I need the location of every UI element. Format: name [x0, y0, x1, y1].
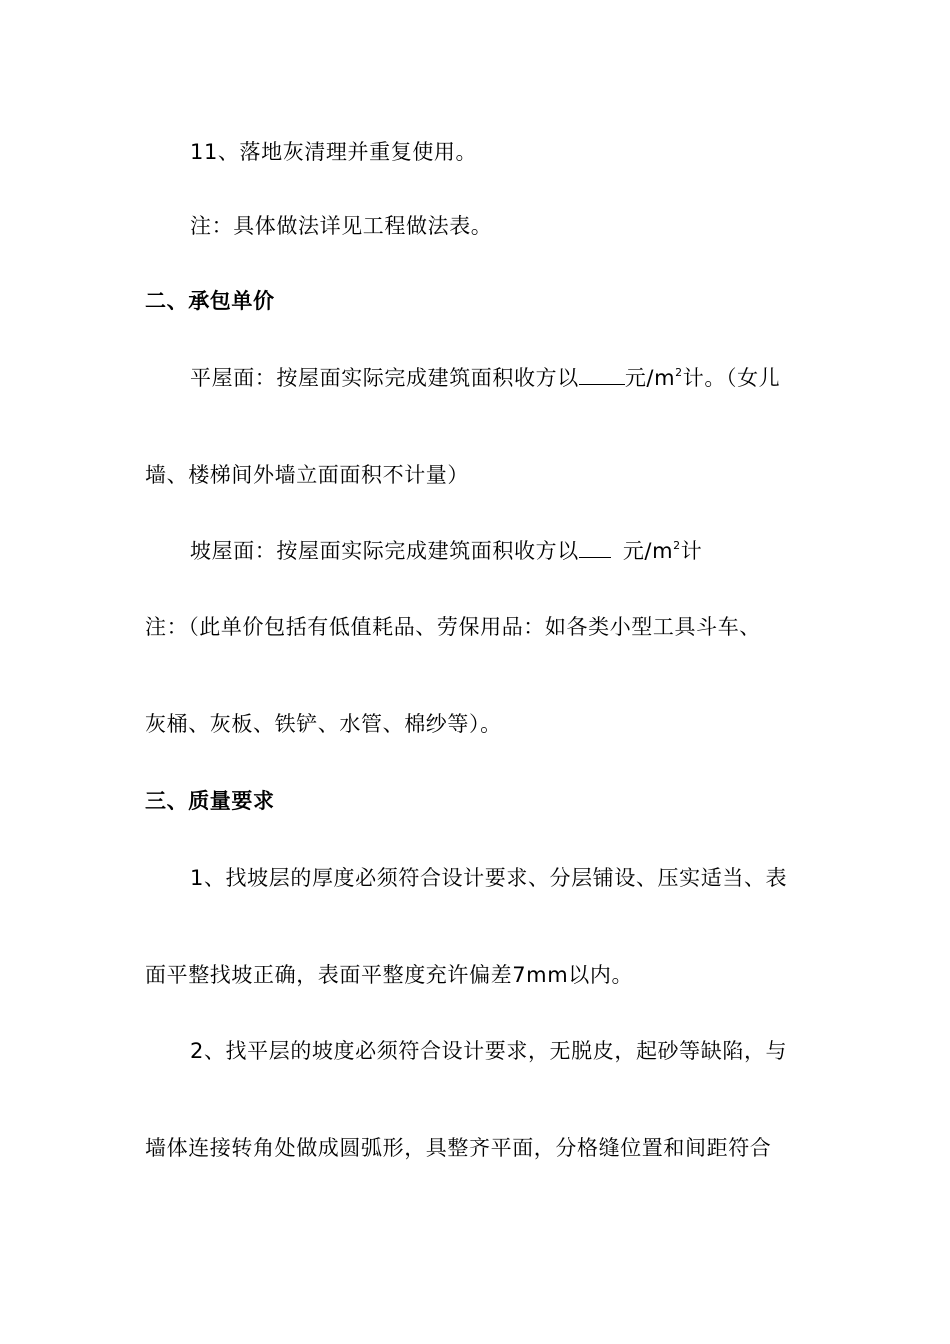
quality-item-1-continued-text: 面平整找坡正确，表面平整度充许偏差7mm以内。 [145, 963, 634, 987]
slope-roof-unit: 元/m [622, 539, 674, 563]
flat-roof-text [190, 364, 780, 392]
unit-price-note-text: 注：（此单价包括有低值耗品、劳保用品：如各类小型工具斗车、 [145, 615, 761, 639]
quality-item-2-continued-text: 墙体连接转角处做成圆弧形，具整齐平面，分格缝位置和间距符合 [145, 1136, 772, 1160]
note-text: 注：具体做法详见工程做法表。 [190, 214, 493, 238]
flat-roof-unit: 元/m [624, 366, 676, 390]
price-blank-flat [579, 364, 625, 385]
slope-roof-text [190, 537, 702, 565]
item-11-text: 11、落地灰清理并重复使用。 [190, 140, 478, 164]
quality-item-1-text: 1、找坡层的厚度必须符合设计要求、分层铺设、压实适当、表 [190, 866, 788, 890]
flat-roof-text-part2: 计。（女儿 [682, 366, 781, 390]
section-heading-unit-price: 二、承包单价 [145, 289, 275, 313]
flat-roof-unit-sup: 2 [675, 366, 683, 379]
slope-roof-text-part2: 计 [680, 539, 703, 563]
price-blank-slope [579, 537, 611, 558]
unit-price-note-continued-text: 灰桶、灰板、铁铲、水管、棉纱等）。 [145, 712, 502, 736]
slope-roof-text-part1: 坡屋面：按屋面实际完成建筑面积收方以 [190, 539, 579, 563]
quality-item-2-text: 2、找平层的坡度必须符合设计要求，无脱皮，起砂等缺陷，与 [190, 1039, 788, 1063]
flat-roof-text-part1: 平屋面：按屋面实际完成建筑面积收方以 [190, 366, 579, 390]
slope-roof-unit-sup: 2 [673, 539, 681, 552]
section-heading-quality: 三、质量要求 [145, 789, 275, 813]
flat-roof-continued-text: 墙、楼梯间外墙立面面积不计量） [145, 463, 469, 487]
